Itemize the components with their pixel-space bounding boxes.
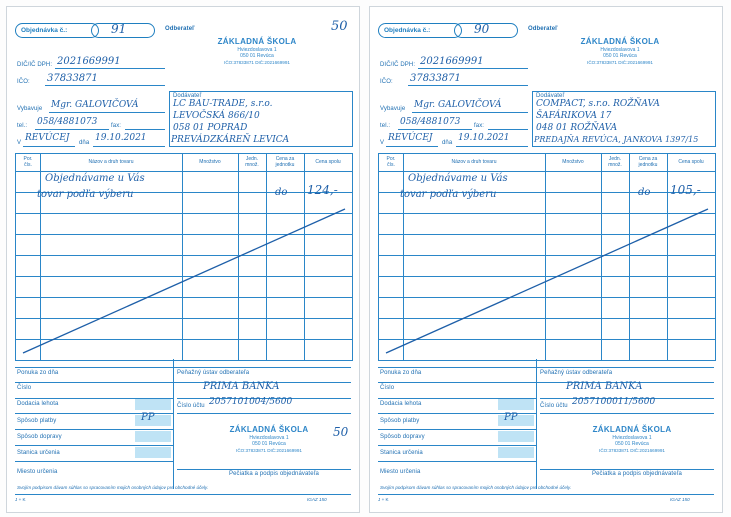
- bank-value-left: PRIMA BANKA: [203, 381, 280, 392]
- item-total-right: 105,-: [670, 183, 701, 197]
- diagonal-strike-left: [15, 157, 351, 357]
- dic-label-right: DIČ/IČ DPH:: [380, 62, 416, 68]
- offer-from-label-right: Ponuka zo dňa: [380, 370, 422, 376]
- school-city: 050 01 Revúca: [603, 53, 637, 60]
- school-street: Hviezdoslavova 1: [600, 47, 640, 53]
- supplier-label-left: Dodávateľ: [173, 93, 202, 99]
- corner-mark-left: 50: [331, 19, 348, 34]
- account-value-right: 2057100011/5600: [572, 397, 656, 407]
- supplier-line-3-right: 048 01 ROŽŇAVA: [536, 123, 618, 133]
- delivery-term-field-left[interactable]: [135, 399, 171, 410]
- school-street-footer: Hviezdoslavova 1: [249, 435, 289, 441]
- ico-value-right: 37833871: [410, 73, 461, 84]
- th-row-no: Por. čís.: [386, 155, 396, 168]
- vybavuje-label-right: Vybavuje: [380, 106, 406, 112]
- th-total: Cena spolu: [678, 158, 704, 165]
- offer-from-label-left: Ponuka zo dňa: [17, 370, 59, 376]
- supplier-line-4-right: PREDAJŇA REVÚCA, JANKOVA 1397/15: [534, 135, 699, 144]
- order-form-left: [6, 6, 360, 513]
- bank-value-right: PRIMA BANKA: [566, 381, 643, 392]
- th-row-no: Por. čís.: [23, 155, 33, 168]
- cislo-label-right: Číslo: [380, 385, 395, 391]
- th-name: Názov a druh tovaru: [88, 158, 134, 165]
- ico-value-left: 37833871: [47, 73, 98, 84]
- recipient-label-left: Odberateľ: [165, 26, 195, 32]
- delivery-term-label-right: Dodacia lehota: [380, 401, 422, 407]
- th-total: Cena spolu: [315, 158, 341, 165]
- form-code-right: IGAZ 150: [670, 497, 690, 502]
- school-stamp-header-left: [177, 37, 337, 65]
- school-ids-footer: IČO:37833871 DIČ:2021669991: [236, 447, 302, 453]
- tel-value-left: 058/4881073: [37, 117, 98, 127]
- vybavuje-label-left: Vybavuje: [17, 106, 43, 112]
- school-name: ZÁKLADNÁ ŠKOLA: [217, 37, 297, 46]
- item-name-line1-left: Objednávame u Vás: [45, 173, 145, 184]
- city-label-left: V: [17, 140, 22, 146]
- th-unit: Jedn. množ.: [608, 155, 622, 168]
- school-name-footer: ZÁKLADNÁ ŠKOLA: [229, 425, 309, 434]
- footer-note-right: Svojím podpisom dávam súhlas so spracovaním mojich osobných údajov pre obchodné účely.: [380, 485, 572, 490]
- pickup-station-field-right[interactable]: [498, 447, 534, 458]
- payment-method-label-left: Spôsob platby: [17, 418, 57, 424]
- account-label-right: Číslo účtu: [540, 403, 568, 409]
- tel-label-right: tel.:: [380, 123, 391, 129]
- th-unit-price: Cena za jednotku: [638, 155, 658, 168]
- order-title-left: Objednávka č.:: [15, 23, 99, 38]
- supplier-line-2-right: ŠAFÁRIKOVA 17: [536, 111, 612, 121]
- city-value-right: REVÚCEJ: [388, 133, 433, 143]
- order-form-right: [369, 6, 723, 513]
- corner-mark-2-left: 50: [333, 425, 349, 439]
- fax-label-right: fax:: [474, 123, 485, 129]
- payment-method-value-left: PP: [141, 412, 155, 423]
- account-value-left: 2057101004/5600: [209, 397, 293, 407]
- pickup-station-label-right: Stanica určenia: [380, 450, 423, 456]
- place-destination-label-left: Miesto určenia: [17, 469, 58, 475]
- transport-method-field-right[interactable]: [498, 431, 534, 442]
- school-stamp-footer-left: [189, 425, 349, 453]
- date-value-left: 19.10.2021: [95, 133, 147, 143]
- school-city-footer: 050 01 Revúca: [252, 441, 286, 448]
- recipient-label-right: Odberateľ: [528, 26, 558, 32]
- school-stamp-header-right: [540, 37, 700, 65]
- delivery-term-label-left: Dodacia lehota: [17, 401, 59, 407]
- th-name: Názov a druh tovaru: [451, 158, 497, 165]
- payment-method-value-right: PP: [504, 412, 518, 423]
- th-qty: Množstvo: [199, 158, 221, 165]
- transport-method-field-left[interactable]: [135, 431, 171, 442]
- date-value-right: 19.10.2021: [458, 133, 510, 143]
- school-ids: IČO:37833871 DIČ:2021669991: [224, 59, 290, 65]
- supplier-line-4-left: PREVÁDZKÁREŇ LEVICA: [171, 135, 290, 145]
- form-code-left: IGAZ 150: [307, 497, 327, 502]
- school-ids: IČO:37833871 DIČ:2021669991: [587, 59, 653, 65]
- diagonal-strike-right: [378, 157, 714, 357]
- transport-method-label-right: Spôsob dopravy: [380, 434, 425, 440]
- school-city-footer: 050 01 Revúca: [615, 441, 649, 448]
- item-unit-price-left: do: [275, 187, 288, 198]
- supplier-line-2-left: LEVOČSKÁ 866/10: [173, 111, 260, 121]
- school-city: 050 01 Revúca: [240, 53, 274, 60]
- item-name-line1-right: Objednávame u Vás: [408, 173, 508, 184]
- item-name-line2-right: tovar podľa výberu: [400, 189, 497, 200]
- vybavuje-value-right: Mgr. GALOVIČOVÁ: [414, 100, 502, 110]
- supplier-line-3-left: 058 01 POPRAD: [173, 123, 248, 133]
- delivery-term-field-right[interactable]: [498, 399, 534, 410]
- printer-mark-left: J + K: [15, 497, 26, 502]
- signature-label-left: Pečiatka a podpis objednávateľa: [229, 471, 319, 477]
- fax-label-left: fax:: [111, 123, 122, 129]
- school-ids-footer: IČO:37833871 DIČ:2021669991: [599, 447, 665, 453]
- vybavuje-value-left: Mgr. GALOVIČOVÁ: [51, 100, 139, 110]
- item-unit-price-right: do: [638, 187, 651, 198]
- dic-label-left: DIČ/IČ DPH:: [17, 62, 53, 68]
- city-value-left: REVÚCEJ: [25, 133, 70, 143]
- school-name: ZÁKLADNÁ ŠKOLA: [580, 37, 660, 46]
- th-unit: Jedn. množ.: [245, 155, 259, 168]
- pickup-station-label-left: Stanica určenia: [17, 450, 60, 456]
- th-qty: Množstvo: [562, 158, 584, 165]
- school-name-footer: ZÁKLADNÁ ŠKOLA: [592, 425, 672, 434]
- ico-label-right: IČO:: [380, 79, 393, 85]
- order-number-left: 91: [111, 22, 127, 36]
- footer-note-left: Svojím podpisom dávam súhlas so spracovaním mojich osobných údajov pre obchodné účely.: [17, 485, 209, 490]
- payment-method-label-right: Spôsob platby: [380, 418, 420, 424]
- cislo-label-left: Číslo: [17, 385, 32, 391]
- th-unit-price: Cena za jednotku: [275, 155, 295, 168]
- supplier-label-right: Dodávateľ: [536, 93, 565, 99]
- school-street-footer: Hviezdoslavova 1: [612, 435, 652, 441]
- account-label-left: Číslo účtu: [177, 403, 205, 409]
- city-label-right: V: [380, 140, 385, 146]
- date-label-left: dňa: [79, 140, 90, 146]
- item-name-line2-left: tovar podľa výberu: [37, 189, 134, 200]
- transport-method-label-left: Spôsob dopravy: [17, 434, 62, 440]
- signature-label-right: Pečiatka a podpis objednávateľa: [592, 471, 682, 477]
- school-stamp-footer-right: [552, 425, 712, 453]
- bank-label-left: Peňažný ústav odberateľa: [177, 370, 250, 376]
- item-total-left: 124,-: [307, 183, 338, 197]
- tel-label-left: tel.:: [17, 123, 28, 129]
- order-title-right: Objednávka č.:: [378, 23, 462, 38]
- supplier-line-1-right: COMPACT, s.r.o. ROŽŇAVA: [536, 99, 660, 109]
- ico-label-left: IČO:: [17, 79, 30, 85]
- order-number-right: 90: [474, 22, 490, 36]
- dic-value-left: 2021669991: [57, 56, 121, 67]
- pickup-station-field-left[interactable]: [135, 447, 171, 458]
- tel-value-right: 058/4881073: [400, 117, 461, 127]
- supplier-line-1-left: LC BAU-TRADE, s.r.o.: [173, 99, 273, 109]
- school-street: Hviezdoslavova 1: [237, 47, 277, 53]
- place-destination-label-right: Miesto určenia: [380, 469, 421, 475]
- printer-mark-right: J + K: [378, 497, 389, 502]
- dic-value-right: 2021669991: [420, 56, 484, 67]
- bank-label-right: Peňažný ústav odberateľa: [540, 370, 613, 376]
- date-label-right: dňa: [442, 140, 453, 146]
